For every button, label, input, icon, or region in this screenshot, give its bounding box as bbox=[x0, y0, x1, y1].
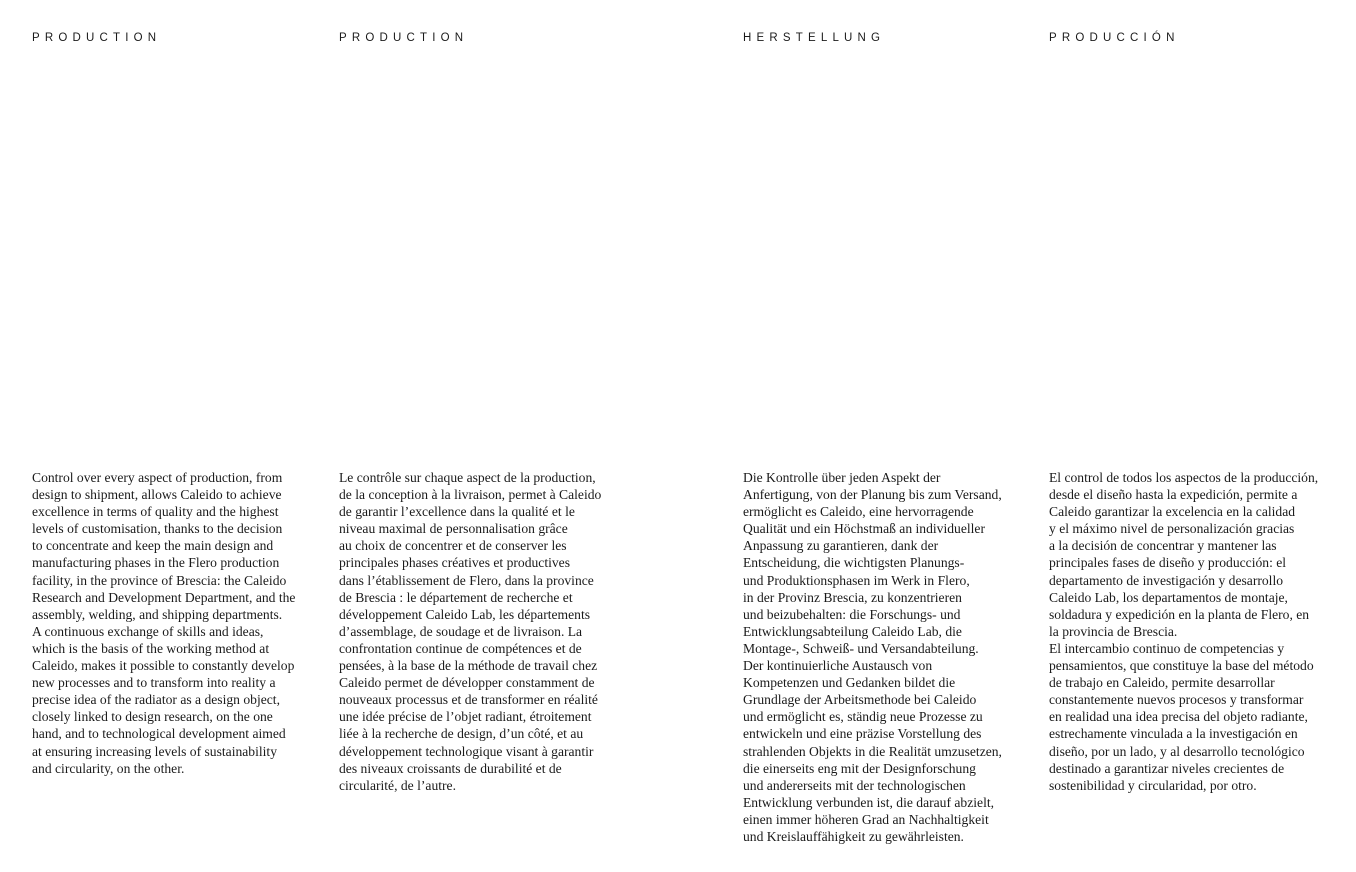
text-line: Research and Development Department, and the bbox=[32, 589, 296, 605]
text-line: Anpassung zu garantieren, dank der bbox=[743, 538, 939, 554]
section-heading-english: PRODUCTION bbox=[32, 32, 162, 44]
text-line: estrechamente vinculada a la investigación en bbox=[1049, 726, 1298, 742]
text-line: levels of customisation, thanks to the decision bbox=[32, 521, 283, 537]
text-line: Montage-, Schweiß- und Versandabteilung. bbox=[743, 640, 979, 656]
text-line: closely linked to design research, on the one bbox=[32, 709, 273, 725]
section-heading-french: PRODUCTION bbox=[339, 32, 469, 44]
text-line: pensamientos, que constituye la base del método bbox=[1049, 658, 1314, 674]
text-line: principales fases de diseño y producción: el bbox=[1049, 555, 1287, 571]
text-line: niveau maximal de personnalisation grâce bbox=[339, 521, 568, 537]
text-line: Der kontinuierliche Austausch von bbox=[743, 658, 933, 674]
text-line: und beizubehalten: die Forschungs- und bbox=[743, 606, 961, 622]
text-line: confrontation continue de compétences et de bbox=[339, 640, 582, 656]
text-line: entwickeln und eine präzise Vorstellung des bbox=[743, 726, 982, 742]
text-line: precise idea of the radiator as a design object, bbox=[32, 692, 280, 708]
text-line: Caleido, makes it possible to constantly develop bbox=[32, 658, 295, 674]
text-line: destinado a garantizar niveles crecientes de bbox=[1049, 760, 1285, 776]
text-line: and circularity, on the other. bbox=[32, 760, 185, 776]
text-line: Qualität und ein Höchstmaß an individueller bbox=[743, 521, 985, 537]
text-line: Grundlage der Arbeitsmethode bei Caleido bbox=[743, 692, 977, 708]
text-line: manufacturing phases in the Flero production bbox=[32, 555, 280, 571]
text-line: une idée précise de l’objet radiant, étroitement bbox=[339, 709, 592, 725]
text-line: which is the basis of the working method at bbox=[32, 640, 270, 656]
text-line: en realidad una idea precisa del objeto radiante, bbox=[1049, 709, 1308, 725]
text-line: und Produktionsphasen im Werk in Flero, bbox=[743, 572, 970, 588]
text-line: Anfertigung, von der Planung bis zum Versand, bbox=[743, 487, 1002, 503]
text-line: sostenibilidad y circularidad, por otro. bbox=[1049, 777, 1257, 793]
text-line: diseño, por un lado, y al desarrollo tecnológico bbox=[1049, 743, 1305, 759]
text-line: excellence in terms of quality and the highest bbox=[32, 504, 279, 520]
text-line: au choix de concentrer et de conserver les bbox=[339, 538, 567, 554]
text-line: in der Provinz Brescia, zu konzentrieren bbox=[743, 589, 962, 605]
text-line: und ermöglicht es, ständig neue Prozesse zu bbox=[743, 709, 983, 725]
text-line: développement Caleido Lab, les départements bbox=[339, 606, 591, 622]
text-line: facility, in the province of Brescia: the Caleido bbox=[32, 572, 287, 588]
text-line: d’assemblage, de soudage et de livraison. La bbox=[339, 623, 583, 639]
text-line: Control over every aspect of production, from bbox=[32, 470, 283, 485]
text-line: de garantir l’excellence dans la qualité et le bbox=[339, 504, 575, 520]
text-line: new processes and to transform into reality a bbox=[32, 675, 276, 691]
text-line: Kompetenzen und Gedanken bildet die bbox=[743, 675, 956, 691]
text-line: de la conception à la livraison, permet à Caleido bbox=[339, 487, 602, 503]
text-line: und Kreislauffähigkeit zu gewährleisten. bbox=[743, 828, 964, 844]
text-line: des niveaux croissants de durabilité et de bbox=[339, 760, 562, 776]
text-line: strahlenden Objekts in die Realität umzusetzen, bbox=[743, 743, 1002, 759]
text-line: de Brescia : le département de recherche et bbox=[339, 589, 573, 605]
text-line: soldadura y expedición en la planta de Flero, en bbox=[1049, 606, 1310, 622]
section-heading-german: HERSTELLUNG bbox=[743, 32, 886, 44]
text-line: pensées, à la base de la méthode de travail chez bbox=[339, 658, 598, 674]
text-line: A continuous exchange of skills and ideas, bbox=[32, 623, 264, 639]
text-line: liée à la recherche de design, d’un côté, et au bbox=[339, 726, 584, 742]
text-line: Caleido Lab, los departamentos de montaje, bbox=[1049, 589, 1288, 605]
text-line: to concentrate and keep the main design and bbox=[32, 538, 274, 554]
text-line: Le contrôle sur chaque aspect de la production, bbox=[339, 470, 596, 485]
body-text-english bbox=[32, 469, 295, 777]
text-line: design to shipment, allows Caleido to achieve bbox=[32, 487, 282, 503]
text-line: Caleido permet de développer constamment de bbox=[339, 675, 595, 691]
text-line: principales phases créatives et productives bbox=[339, 555, 571, 571]
text-line: y el máximo nivel de personalización gracias bbox=[1049, 521, 1295, 537]
text-line: und andererseits mit der technologischen bbox=[743, 777, 966, 793]
text-line: assembly, welding, and shipping departments. bbox=[32, 606, 283, 622]
text-line: circularité, de l’autre. bbox=[339, 777, 456, 793]
body-text-french bbox=[339, 469, 601, 794]
text-line: hand, and to technological development aimed bbox=[32, 726, 286, 742]
text-line: einen immer höheren Grad an Nachhaltigkeit bbox=[743, 811, 989, 827]
text-line: de trabajo en Caleido, permite desarrollar bbox=[1049, 675, 1275, 691]
text-line: departamento de investigación y desarrollo bbox=[1049, 572, 1284, 588]
text-line: at ensuring increasing levels of sustainability bbox=[32, 743, 278, 759]
text-line: la provincia de Brescia. bbox=[1049, 623, 1178, 639]
text-line: développement technologique visant à garantir bbox=[339, 743, 594, 759]
text-line: constantemente nuevos procesos y transformar bbox=[1049, 692, 1304, 708]
text-line: die einerseits eng mit der Designforschung bbox=[743, 760, 976, 776]
text-line: Entwicklung verbunden ist, die darauf abzielt, bbox=[743, 794, 995, 810]
text-line: Entscheidung, die wichtigsten Planungs- bbox=[743, 555, 965, 571]
body-text-german bbox=[743, 469, 1002, 845]
text-line: El intercambio continuo de competencias y bbox=[1049, 640, 1285, 656]
text-line: desde el diseño hasta la expedición, permite a bbox=[1049, 487, 1298, 503]
text-line: Caleido garantizar la excelencia en la calidad bbox=[1049, 504, 1296, 520]
text-line: ermöglicht es Caleido, eine hervorragende bbox=[743, 504, 974, 520]
text-line: nouveaux processus et de transformer en réalité bbox=[339, 692, 598, 708]
section-heading-spanish: PRODUCCIÓN bbox=[1049, 32, 1180, 44]
body-text-spanish bbox=[1049, 469, 1318, 794]
text-line: dans l’établissement de Flero, dans la province bbox=[339, 572, 594, 588]
text-line: a la decisión de concentrar y mantener las bbox=[1049, 538, 1277, 554]
text-line: Entwicklungsabteilung Caleido Lab, die bbox=[743, 623, 962, 639]
text-line: El control de todos los aspectos de la producción, bbox=[1049, 470, 1319, 485]
text-line: Die Kontrolle über jeden Aspekt der bbox=[743, 470, 941, 485]
